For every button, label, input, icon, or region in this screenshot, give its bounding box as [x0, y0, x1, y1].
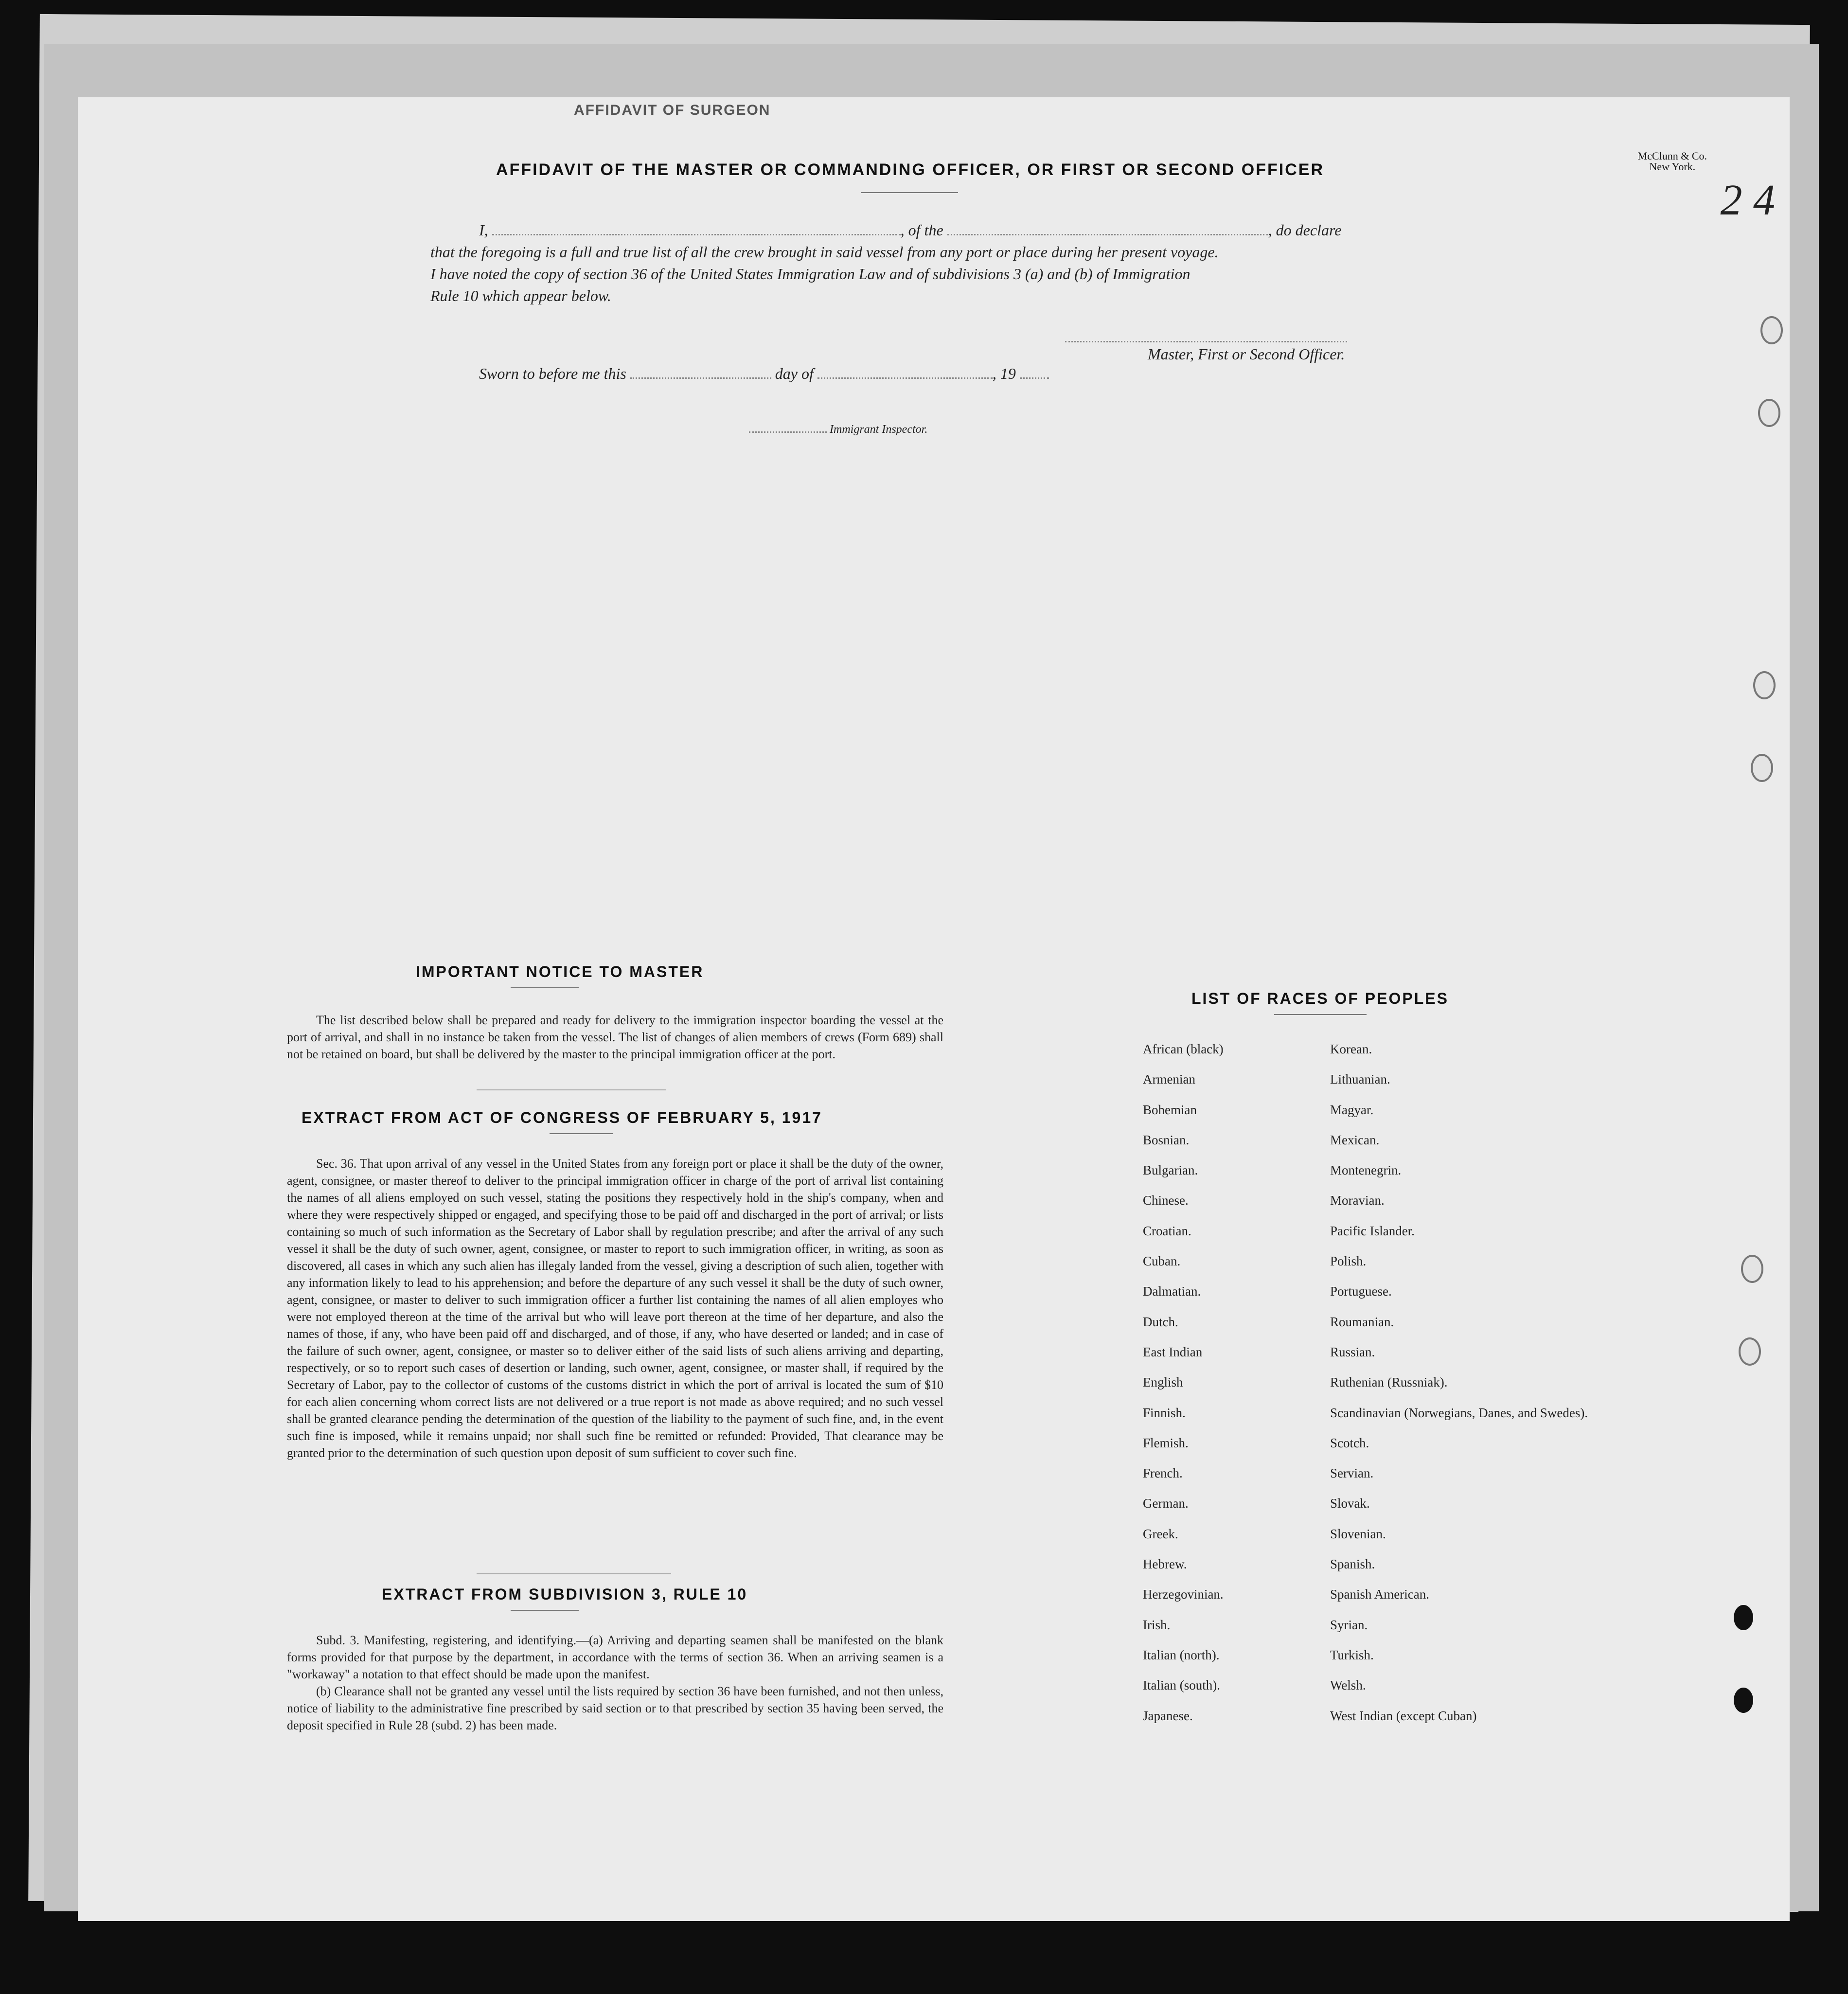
race-item: Lithuanian. [1330, 1072, 1390, 1087]
notice-paragraph: The list described below shall be prepared and ready for delivery to the immigration inspector boarding the vessel at the port of arrival, and shall in no instance be taken from the vessel. The list of changes of alien members of crews (Form 689) shall not be retained on board, but shall be delivered by the master to the principal immigration officer at the port. [287, 1013, 943, 1061]
punch-hole [1739, 1337, 1761, 1366]
act-extract-body [287, 1155, 943, 1461]
manifest-page [78, 97, 1790, 1921]
races-column-2 [1330, 1041, 1588, 1738]
race-item: Turkish. [1330, 1647, 1374, 1662]
sworn-day-field[interactable] [630, 374, 771, 379]
inspector-signature-field[interactable] [749, 428, 827, 433]
race-item: Armenian [1143, 1072, 1195, 1087]
affidavit-line-4: Rule 10 which appear below. [430, 287, 611, 304]
races-title: LIST OF RACES OF PEOPLES [1191, 990, 1449, 1007]
race-item: Magyar. [1330, 1102, 1374, 1117]
sworn-day-of: day of [775, 365, 814, 382]
race-item: Portuguese. [1330, 1284, 1392, 1299]
faint-bleed-header: AFFIDAVIT OF SURGEON [574, 102, 771, 118]
page-number: 2 4 [1720, 176, 1775, 224]
race-item: Slovak. [1330, 1496, 1370, 1511]
punch-hole [1741, 1255, 1763, 1283]
affidavit-line-3: I have noted the copy of section 36 of the United States Immigration Law and of subdivisions 3 (a) and (b) of Immigration [430, 265, 1191, 283]
notice-body [287, 1012, 943, 1063]
race-item: Bosnian. [1143, 1132, 1190, 1147]
race-item: African (black) [1143, 1042, 1224, 1056]
race-item: Herzegovinian. [1143, 1587, 1224, 1602]
sworn-month-field[interactable] [817, 374, 993, 379]
race-item: Italian (south). [1143, 1678, 1220, 1693]
race-item: Welsh. [1330, 1678, 1366, 1693]
rule-extract-title: EXTRACT FROM SUBDIVISION 3, RULE 10 [382, 1585, 748, 1603]
race-item: Chinese. [1143, 1193, 1189, 1208]
act-extract-title: EXTRACT FROM ACT OF CONGRESS OF FEBRUARY 5, 1917 [302, 1109, 822, 1126]
race-item: Polish. [1330, 1254, 1367, 1269]
of-the-label: , of the [900, 221, 943, 239]
sworn-prefix: Sworn to before me this [479, 365, 626, 382]
affidavit-title: AFFIDAVIT OF THE MASTER OR COMMANDING OFFICER, OR FIRST OR SECOND OFFICER [496, 160, 1324, 179]
affidavit-line-2: that the foregoing is a full and true list of all the crew brought in said vessel from any port or place during her present voyage. [430, 243, 1219, 261]
rule-extract-paragraph-a: Subd. 3. Manifesting, registering, and identifying.—(a) Arriving and departing seamen shall be manifested on the blank forms provided for that purpose by the department, in accordance with the terms of section 36. When an arriving seamen is a "workaway" a notation to that effect should be made upon the manifest. [287, 1633, 943, 1681]
race-item: Moravian. [1330, 1193, 1385, 1208]
i-label: I, [479, 221, 488, 239]
race-item: Hebrew. [1143, 1557, 1187, 1572]
race-item: Japanese. [1143, 1708, 1193, 1723]
race-item: Irish. [1143, 1617, 1171, 1632]
race-item: Spanish. [1330, 1557, 1375, 1572]
punch-hole-dark [1734, 1688, 1753, 1713]
punch-hole [1753, 671, 1776, 699]
notice-rule [511, 987, 579, 988]
race-item: Spanish American. [1330, 1587, 1429, 1602]
punch-hole [1751, 754, 1773, 782]
races-rule [1274, 1014, 1367, 1015]
race-item: German. [1143, 1496, 1189, 1511]
race-item: Roumanian. [1330, 1314, 1394, 1329]
sworn-line [479, 365, 1049, 383]
race-item: Finnish. [1143, 1405, 1186, 1420]
punch-hole-dark [1734, 1605, 1753, 1630]
inspector-signature-label: Immigrant Inspector. [830, 423, 928, 436]
stamp-line-1: McClunn & Co. [1637, 150, 1707, 162]
race-item: English [1143, 1375, 1183, 1390]
race-item: Croatian. [1143, 1223, 1191, 1238]
race-item: Scandinavian (Norwegians, Danes, and Swedes). [1330, 1405, 1588, 1420]
printer-stamp [1638, 151, 1707, 172]
race-item: East Indian [1143, 1344, 1203, 1359]
rule-extract-body [287, 1632, 943, 1734]
sworn-year-label: , 19 [992, 365, 1016, 382]
race-item: Italian (north). [1143, 1647, 1220, 1662]
act-extract-paragraph: Sec. 36. That upon arrival of any vessel in the United States from any foreign port or place it shall be the duty of the owner, agent, consignee, or master thereof to deliver to the principal immigration officer in charge of the port of arrival list containing the names of all aliens employed on such vessel, stating the positions they respectively hold in the ship's company, when and where they were respectively shipped or engaged, and specifying those to be paid off and discharged in the port of arrival; or lists containing so much of such information as the Secretary of Labor shall by regulation prescribe; and after the arrival of any such vessel it shall be the duty of such owner, agent, consignee, or master to report to such immigration officer, in writing, as soon as discovered, all cases in which any such alien has illegaly landed from the vessel, giving a description of such alien, together with any information likely to lead to his apprehension; and before the departure of any such vessel it shall be the duty of such owner, agent, consignee, or master to deliver to such immigration officer a further list containing the names of all alien employes who were not employed thereon at the time of the arrival but who will leave port thereon at the time of her departure, and also the names of those, if any, who have been paid off and discharged, and of those, if any, who have deserted or landed; and in case of the failure of such owner, agent, consignee, or master so to deliver either of the said lists of such aliens arriving and departing, respectively, or so to report such cases of desertion or landing, such owner, agent, consignee, or master shall, if required by the Secretary of Labor, pay to the collector of customs of the customs district in which the port of arrival is located the sum of $10 for each alien concerning whom correct lists are not delivered or a true report is not made as above required; and no such vessel shall be granted clearance pending the determination of the question of the liability to the payment of such fine, and, in the event such fine is imposed, while it remains unpaid; nor shall such fine be remitted or refunded: Provided, That clearance may be granted prior to the determination of such question upon deposit of sum sufficient to cover such fine. [287, 1157, 943, 1460]
races-column-1 [1143, 1041, 1337, 1738]
race-item: Bohemian [1143, 1102, 1197, 1117]
notice-divider [477, 1089, 666, 1090]
punch-hole [1758, 399, 1780, 427]
race-item: Korean. [1330, 1042, 1372, 1056]
stamp-line-2: New York. [1649, 160, 1696, 173]
race-item: Cuban. [1143, 1254, 1181, 1269]
punch-hole [1760, 316, 1783, 344]
race-item: Pacific Islander. [1330, 1223, 1415, 1238]
sworn-year-field[interactable] [1020, 374, 1049, 379]
rule-extract-paragraph-b: (b) Clearance shall not be granted any vessel until the lists required by section 36 have been furnished, and not then unless, notice of liability to the administrative fine prescribed by said section or to that prescribed by section 35 having been served, the deposit specified in Rule 28 (subd. 2) has been made. [287, 1684, 943, 1732]
race-item: Syrian. [1330, 1617, 1368, 1632]
race-item: West Indian (except Cuban) [1330, 1708, 1477, 1723]
affidavit-rule [861, 192, 958, 193]
race-item: Greek. [1143, 1526, 1178, 1541]
race-item: Dutch. [1143, 1314, 1178, 1329]
race-item: Russian. [1330, 1344, 1375, 1359]
act-extract-divider [477, 1573, 671, 1574]
rule-extract-rule [511, 1610, 579, 1611]
race-item: Mexican. [1330, 1132, 1380, 1147]
officer-signature-label: Master, First or Second Officer. [1148, 345, 1345, 363]
inspector-line [749, 423, 927, 436]
do-declare-label: , do declare [1268, 221, 1342, 239]
race-item: Bulgarian. [1143, 1163, 1198, 1178]
notice-title: IMPORTANT NOTICE TO MASTER [416, 963, 704, 980]
race-item: Flemish. [1143, 1435, 1189, 1450]
act-extract-rule [550, 1133, 613, 1134]
race-item: Montenegrin. [1330, 1163, 1402, 1178]
race-item: Ruthenian (Russniak). [1330, 1375, 1448, 1390]
affidavit-line-1 [479, 221, 1341, 239]
race-item: Dalmatian. [1143, 1284, 1201, 1299]
race-item: Scotch. [1330, 1435, 1369, 1450]
race-item: Slovenian. [1330, 1526, 1386, 1541]
race-item: Servian. [1330, 1466, 1374, 1481]
officer-signature-field[interactable] [1065, 338, 1347, 342]
name-field[interactable] [492, 231, 901, 235]
race-item: French. [1143, 1466, 1183, 1481]
vessel-field[interactable] [947, 231, 1268, 235]
